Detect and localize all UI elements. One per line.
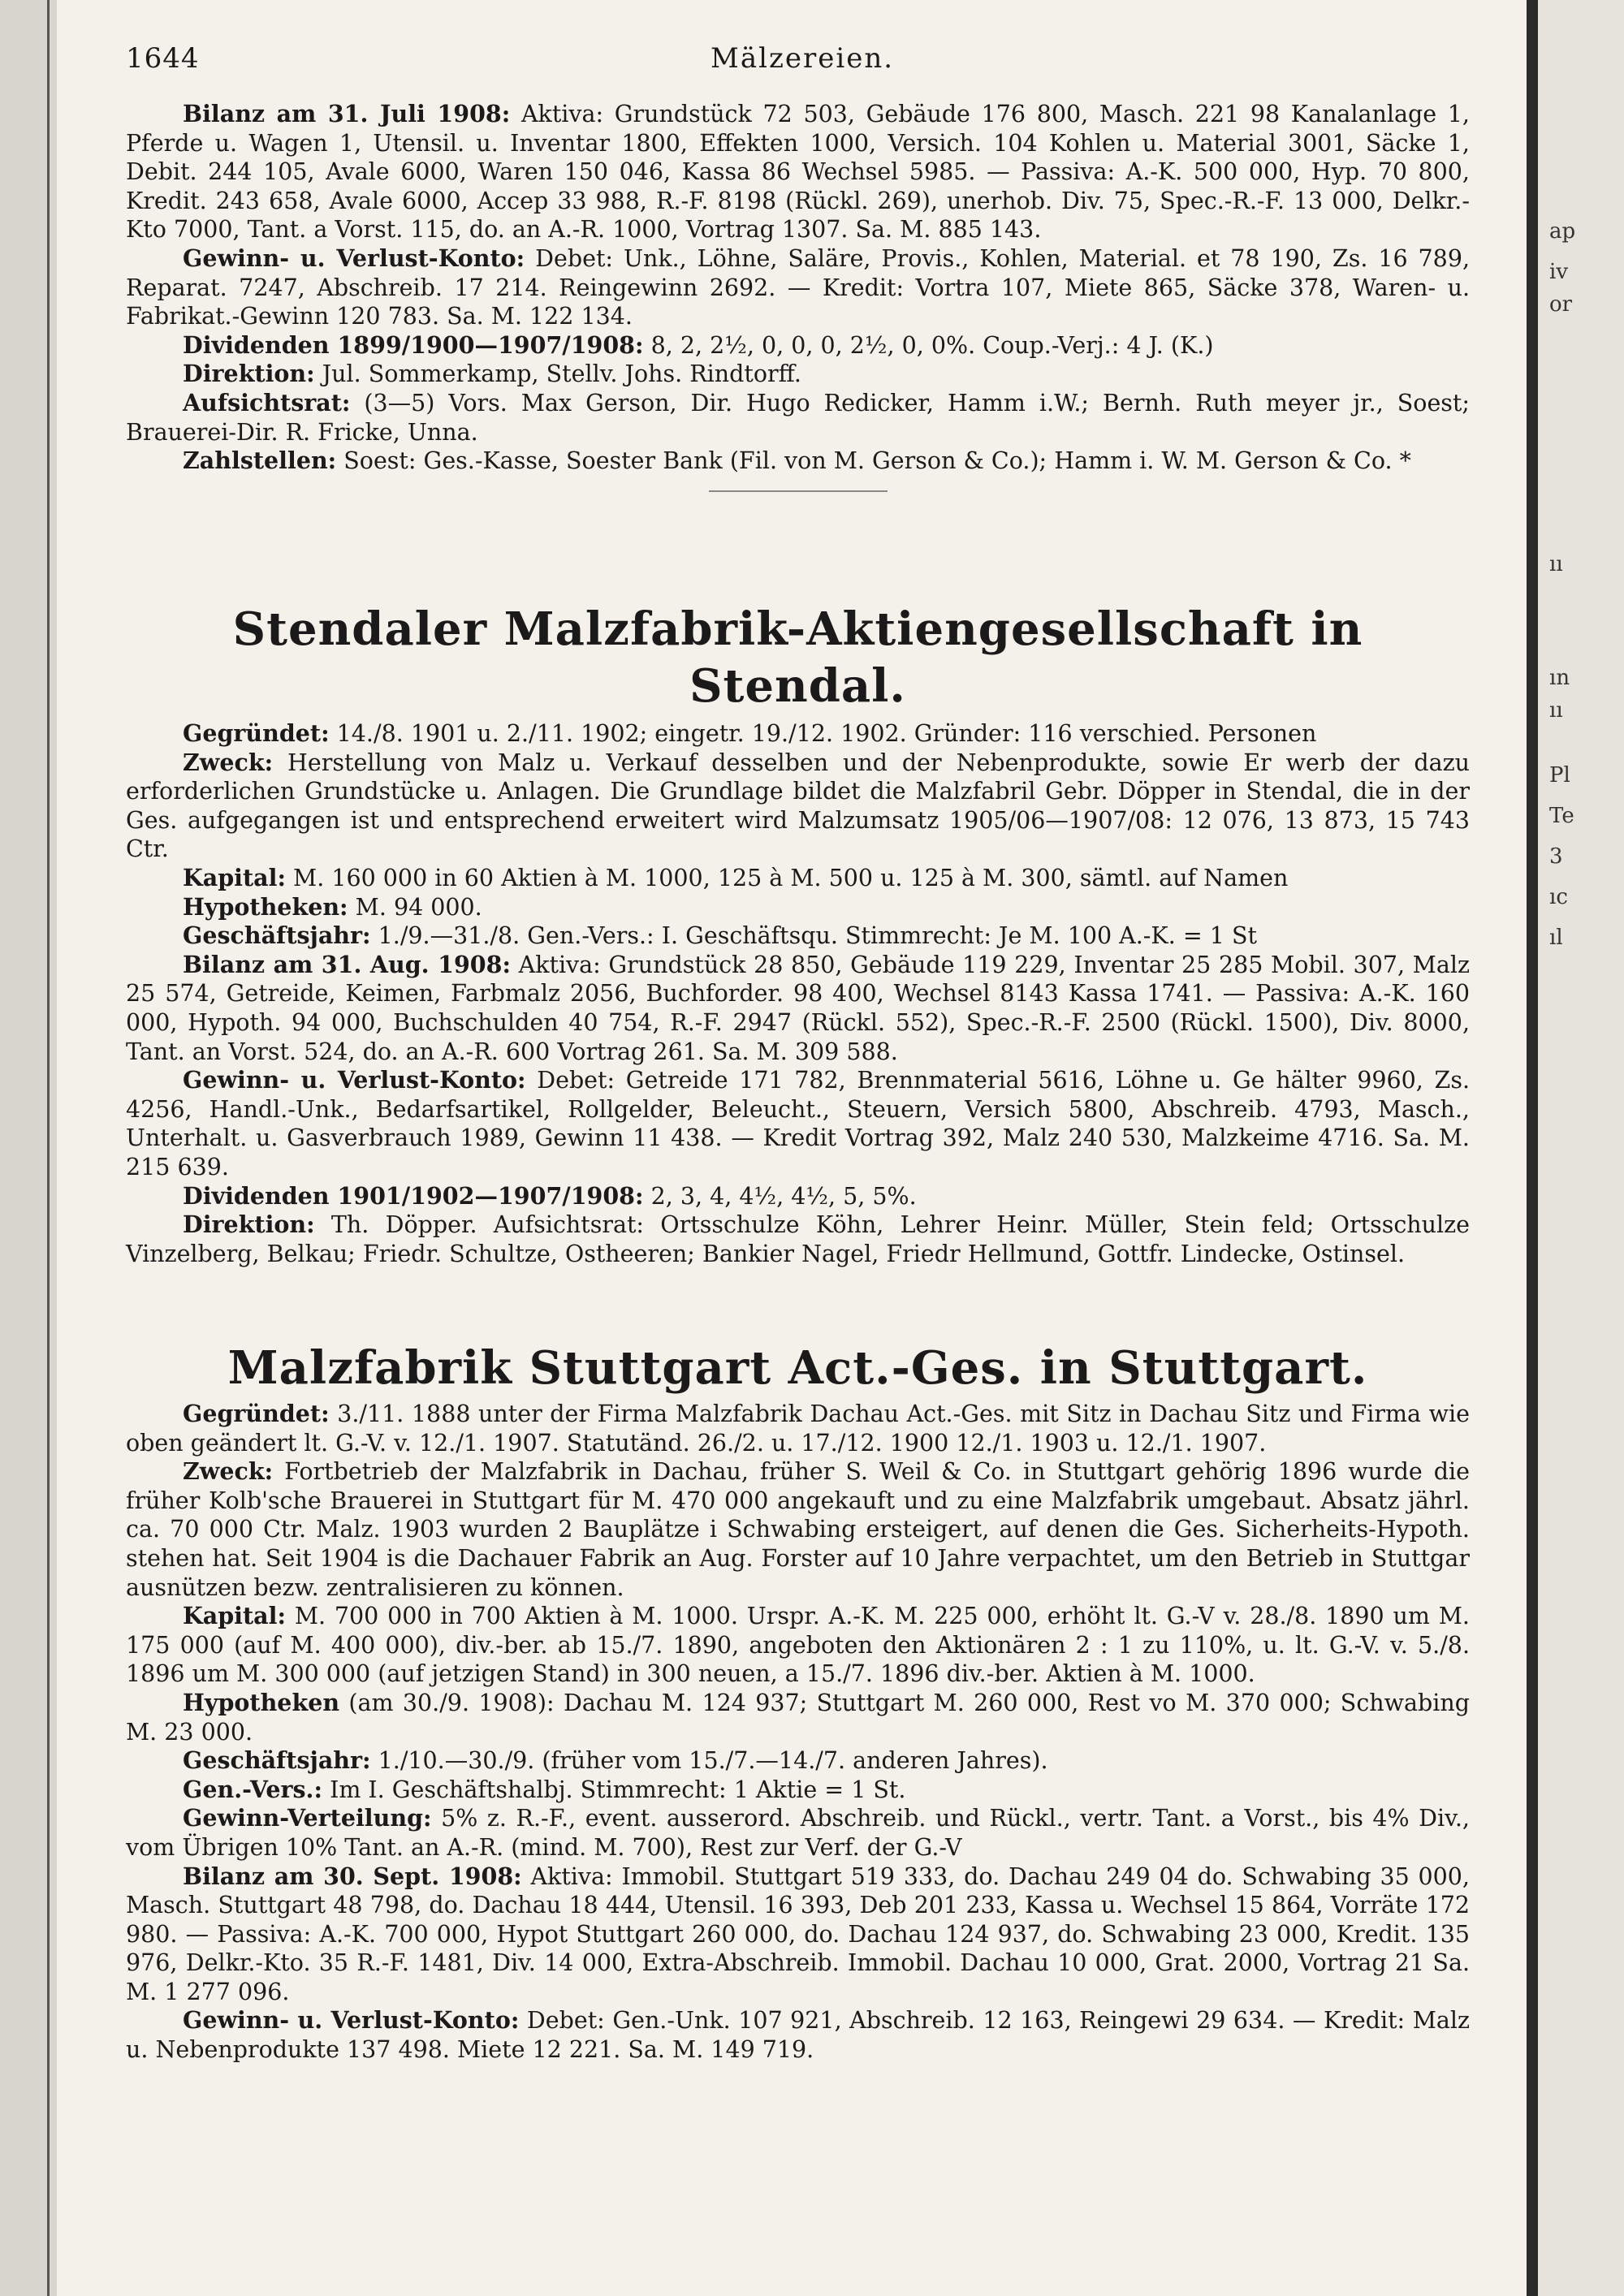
margin-fragment: ın [1549, 666, 1570, 690]
margin-fragment: ap [1549, 219, 1576, 244]
balance-paragraph: Bilanz am 31. Juli 1908: Aktiva: Grundstück 72 503, Gebäude 176 800, Masch. 221 98 Kanalanlage 1, Pferde u. Wagen 1, Utensil. u. Inventar 1800, Effekten 1000, Versich. 104 Kohlen u. Material 3001, Säcke 1, Debit. 244 105, Avale 6000, Waren 150 046, Kassa 86 Wechsel 5985. — Passiva: A.-K. 500 000, Hyp. 70 800, Kredit. 243 658, Avale 6000, Accep 33 988, R.-F. 8198 (Rückl. 269), unerhob. Div. 75, Spec.-R.-F. 13 000, Delkr.-Kto 7000, Tant. a Vorst. 115, do. an A.-R. 1000, Vortrag 1307. Sa. M. 885 143. [126, 100, 1470, 244]
company-title: Malzfabrik Stuttgart Act.-Ges. in Stuttgart. [227, 1341, 1368, 1395]
paying-agents-paragraph: Zahlstellen: Soest: Ges.-Kasse, Soester Bank (Fil. von M. Gerson & Co.); Hamm i. W. M. Gerson & Co. * [183, 447, 1411, 475]
company-title: Stendaler Malzfabrik-Aktiengesellschaft in Stendal. [232, 602, 1363, 713]
supervisory-board-paragraph: Aufsichtsrat: (3—5) Vors. Max Gerson, Dir. Hugo Redicker, Hamm i.W.; Bernh. Ruth meyer jr., Soest; Brauerei-Dir. R. Fricke, Unna. [126, 388, 1470, 446]
margin-fragment: ıl [1549, 926, 1563, 950]
dividends-paragraph: Dividenden 1901/1902—1907/1908: 2, 3, 4, 4½, 4½, 5, 5%. [183, 1181, 917, 1210]
page-number: 1644 [126, 42, 200, 75]
section-stendal [126, 601, 1470, 1268]
margin-fragment: Pl [1549, 763, 1570, 788]
dividends-paragraph: Dividenden 1899/1900—1907/1908: 8, 2, 2½, 0, 0, 0, 2½, 0, 0%. Coup.-Verj.: 4 J. (K.) [183, 330, 1214, 359]
purpose-paragraph: Zweck: Fortbetrieb der Malzfabrik in Dachau, früher S. Weil & Co. in Stuttgart gehörig 1896 wurde die früher Kolb'sche Brauerei in Stuttgart für M. 470 000 angekauft und zu eine Malzfabrik umgebaut. Absatz jährl. ca. 70 000 Ctr. Malz. 1903 wurden 2 Bauplätze i Schwabing ersteigert, auf denen die Ges. Sicherheits-Hypoth. stehen hat. Seit 1904 is die Dachauer Fabrik an Aug. Forster auf 10 Jahre verpachtet, um den Betrieb in Stuttgar ausnützen bezw. zentralisieren zu können. [126, 1457, 1470, 1601]
founded-paragraph: Gegründet: 3./11. 1888 unter der Firma Malzfabrik Dachau Act.-Ges. mit Sitz in Dachau Sitz und Firma wie oben geändert lt. G.-V. v. 12./1. 1907. Statutänd. 26./2. u. 17./12. 1900 12./1. 1903 u. 12./1. 1907. [126, 1400, 1470, 1457]
margin-fragment: ıı [1549, 552, 1563, 576]
section-divider [709, 490, 888, 492]
margin-fragment: Te [1549, 804, 1574, 828]
margin-fragment: ıc [1549, 885, 1568, 909]
profit-loss-paragraph: Gewinn- u. Verlust-Konto: Debet: Unk., Löhne, Saläre, Provis., Kohlen, Material. et 78 190, Zs. 16 789, Reparat. 7247, Abschreib. 17 214. Reingewinn 2692. — Kredit: Vortra 107, Miete 865, Säcke 378, Waren- u. Fabrikat.-Gewinn 120 783. Sa. M. 122 134. [126, 244, 1471, 330]
capital-paragraph: Kapital: M. 160 000 in 60 Aktien à M. 1000, 125 à M. 500 u. 125 à M. 300, sämtl. auf Namen [183, 863, 1289, 891]
mortgages-paragraph: Hypotheken: M. 94 000. [183, 892, 482, 921]
purpose-paragraph: Zweck: Herstellung von Malz u. Verkauf desselben und der Nebenprodukte, sowie Er werb der dazu erforderlichen Grundstücke u. Anlagen. Die Grundlage bildet die Malzfabril Gebr. Döpper in Stendal, die in der Ges. aufgegangen ist und entsprechend erweitert wird Malzumsatz 1905/06—1907/08: 12 076, 13 873, 15 743 Ctr. [126, 748, 1470, 863]
margin-fragment: or [1549, 292, 1573, 317]
balance-paragraph: Bilanz am 31. Aug. 1908: Aktiva: Grundstück 28 850, Gebäude 119 229, Inventar 25 285 Mobil. 307, Malz 25 574, Getreide, Keimen, Farbmalz 2056, Buchforder. 98 400, Wechsel 8143 Kassa 1741. — Passiva: A.-K. 160 000, Hypoth. 94 000, Buchschulden 40 754, R.-F. 2947 (Rückl. 552), Spec.-R.-F. 2500 (Rückl. 1500), Div. 8000, Tant. an Vorst. 524, do. an A.-R. 600 Vortrag 261. Sa. M. 309 588. [126, 950, 1470, 1065]
section-stuttgart [126, 1340, 1470, 2065]
profit-distribution-paragraph: Gewinn-Verteilung: 5% z. R.-F., event. ausserord. Abschreib. und Rückl., vertr. Tant. a Vorst., bis 4% Div., vom Übrigen 10% Tant. an A.-R. (mind. M. 700), Rest zur Verf. der G.-V [126, 1804, 1470, 1861]
general-meeting-paragraph: Gen.-Vers.: Im I. Geschäftshalbj. Stimmrecht: 1 Aktie = 1 St. [183, 1775, 906, 1803]
founded-paragraph: Gegründet: 14./8. 1901 u. 2./11. 1902; eingetr. 19./12. 1902. Gründer: 116 verschied. Personen [183, 719, 1317, 747]
profit-loss-paragraph: Gewinn- u. Verlust-Konto: Debet: Getreide 171 782, Brennmaterial 5616, Löhne u. Ge hälter 9960, Zs. 4256, Handl.-Unk., Bedarfsartikel, Rollgelder, Beleucht., Steuern, Versich 5800, Abschreib. 4793, Masch., Unterhalt. u. Gasverbrauch 1989, Gewinn 11 438. — Kredit Vortrag 392, Malz 240 530, Malzkeime 4716. Sa. M. 215 639. [126, 1066, 1471, 1180]
section-continued-entry [126, 100, 1470, 492]
margin-fragment: ıı [1549, 698, 1563, 723]
margin-fragment: 3 [1549, 844, 1563, 869]
fiscal-year-paragraph: Geschäftsjahr: 1./9.—31./8. Gen.-Vers.: I. Geschäftsqu. Stimmrecht: Je M. 100 A.-K. = 1 St [183, 921, 1257, 950]
profit-loss-paragraph: Gewinn- u. Verlust-Konto: Debet: Gen.-Unk. 107 921, Abschreib. 12 163, Reingewi 29 634. — Kredit: Malz u. Nebenprodukte 137 498. Miete 12 221. Sa. M. 149 719. [126, 2006, 1470, 2064]
capital-paragraph: Kapital: M. 700 000 in 700 Aktien à M. 1000. Urspr. A.-K. M. 225 000, erhöht lt. G.-V v. 28./8. 1890 um M. 175 000 (auf M. 400 000), div.-ber. ab 15./7. 1890, angeboten den Aktionären 2 : 1 zu 110%, u. lt. G.-V. v. 5./8. 1896 um M. 300 000 (auf jetzigen Stand) in 300 neuen, a 15./7. 1896 div.-ber. Aktien à M. 1000. [126, 1602, 1470, 1688]
right-page-edge [1527, 0, 1624, 2296]
running-title: Mälzereien. [710, 42, 895, 75]
management-paragraph: Direktion: Jul. Sommerkamp, Stellv. Johs. Rindtorff. [183, 360, 801, 388]
fiscal-year-paragraph: Geschäftsjahr: 1./10.—30./9. (früher vom 15./7.—14./7. anderen Jahres). [183, 1746, 1048, 1775]
balance-paragraph: Bilanz am 30. Sept. 1908: Aktiva: Immobil. Stuttgart 519 333, do. Dachau 249 04 do. Schwabing 35 000, Masch. Stuttgart 48 798, do. Dachau 18 444, Utensil. 16 393, Deb 201 233, Kassa u. Wechsel 15 864, Vorräte 172 980. — Passiva: A.-K. 700 000, Hypot Stuttgart 260 000, do. Dachau 124 937, do. Schwabing 23 000, Kredit. 135 976, Delkr.-Kto. 35 R.-F. 1481, Div. 14 000, Extra-Abschreib. Immobil. Dachau 10 000, Grat. 2000, Vortrag 21 Sa. M. 1 277 096. [126, 1862, 1470, 2005]
mortgages-paragraph: Hypotheken (am 30./9. 1908): Dachau M. 124 937; Stuttgart M. 260 000, Rest vo M. 370 000; Schwabing M. 23 000. [126, 1688, 1470, 1746]
left-page-edge [0, 0, 57, 2296]
page-header [126, 42, 1470, 91]
management-paragraph: Direktion: Th. Döpper. Aufsichtsrat: Ortsschulze Köhn, Lehrer Heinr. Müller, Stein feld; Ortsschulze Vinzelberg, Belkau; Friedr. Schultze, Ostheeren; Bankier Nagel, Friedr Hellmund, Gottfr. Lindecke, Ostinsel. [126, 1211, 1470, 1267]
margin-fragment: iv [1549, 260, 1569, 284]
